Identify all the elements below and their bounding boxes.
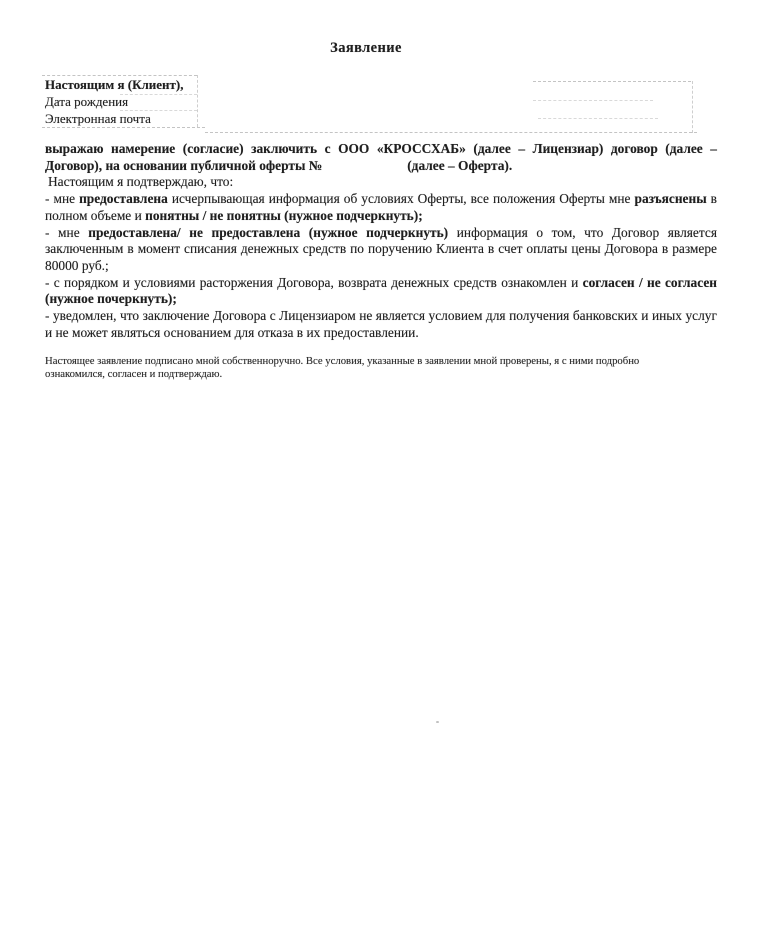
table-border-line xyxy=(692,81,693,133)
text-run: - с порядком и условиями расторжения Договора, возврата денежных средств ознакомлен и xyxy=(45,274,583,290)
text-run: исчерпывающая информация об условиях Оферты, все положения Оферты мне xyxy=(167,191,635,207)
table-border-line xyxy=(42,127,205,128)
text-run: выражаю намерение (согласие) заключить с ООО «КРОССХАБ» (далее – Лицензиар) договор (далее – Договор), на основании публичной оферты № xyxy=(45,141,717,173)
birth-date-label: Дата рождения xyxy=(45,94,129,109)
emphasized-text: согласен / не согласен (нужное почеркнуть); xyxy=(45,274,717,307)
table-border-line xyxy=(120,94,197,95)
text-run: - мне xyxy=(45,224,89,240)
document-body xyxy=(45,141,717,380)
table-border-line xyxy=(42,75,197,76)
bullet-item-termination-terms xyxy=(45,275,717,308)
table-border-line xyxy=(197,75,198,127)
document-title: Заявление xyxy=(330,40,402,56)
bullet-item-contract-conclusion xyxy=(45,225,717,275)
emphasized-text: разъяснены xyxy=(634,191,707,207)
client-info-table xyxy=(0,0,759,140)
client-name-input-area xyxy=(533,82,691,100)
text-run: - мне xyxy=(45,191,80,207)
emphasized-text: понятны / не понятны (нужное подчеркнуть); xyxy=(145,207,423,223)
text-run: - уведомлен, что заключение Договора с Лицензиаром не является условием для получения банковских и иных услуг и не может являться основанием для отказа в их предоставлении. xyxy=(45,308,717,340)
intro-paragraph xyxy=(45,141,717,174)
email-label: Электронная почта xyxy=(45,111,151,126)
confirmation-heading: Настоящим я подтверждаю, что: xyxy=(48,174,234,190)
client-name-label: Настоящим я (Клиент), xyxy=(45,77,184,92)
table-border-line xyxy=(205,132,697,133)
email-input-area xyxy=(533,119,691,132)
bullet-item-information-provided xyxy=(45,191,717,224)
emphasized-text: предоставлена xyxy=(79,191,168,207)
emphasized-text: предоставлена/ не предоставлена (нужное подчеркнуть) xyxy=(88,224,449,240)
bullet-item-banking-services xyxy=(45,308,717,341)
signature-confirmation-note: Настоящее заявление подписано мной собственноручно. Все условия, указанные в заявлении мной проверены, я с ними подробно ознакомился, согласен и подтверждаю. xyxy=(45,355,640,380)
text-run: информация о том, что Договор является заключенным в момент списания денежных средств по поручению Клиента в счет оплаты цены Договора в размере 80000 руб.; xyxy=(45,224,717,273)
text-run: (далее – Оферта). xyxy=(407,157,513,173)
birth-date-input-area xyxy=(533,101,691,118)
text-run: в полном объеме и xyxy=(45,191,717,223)
scan-artifact xyxy=(436,721,439,723)
